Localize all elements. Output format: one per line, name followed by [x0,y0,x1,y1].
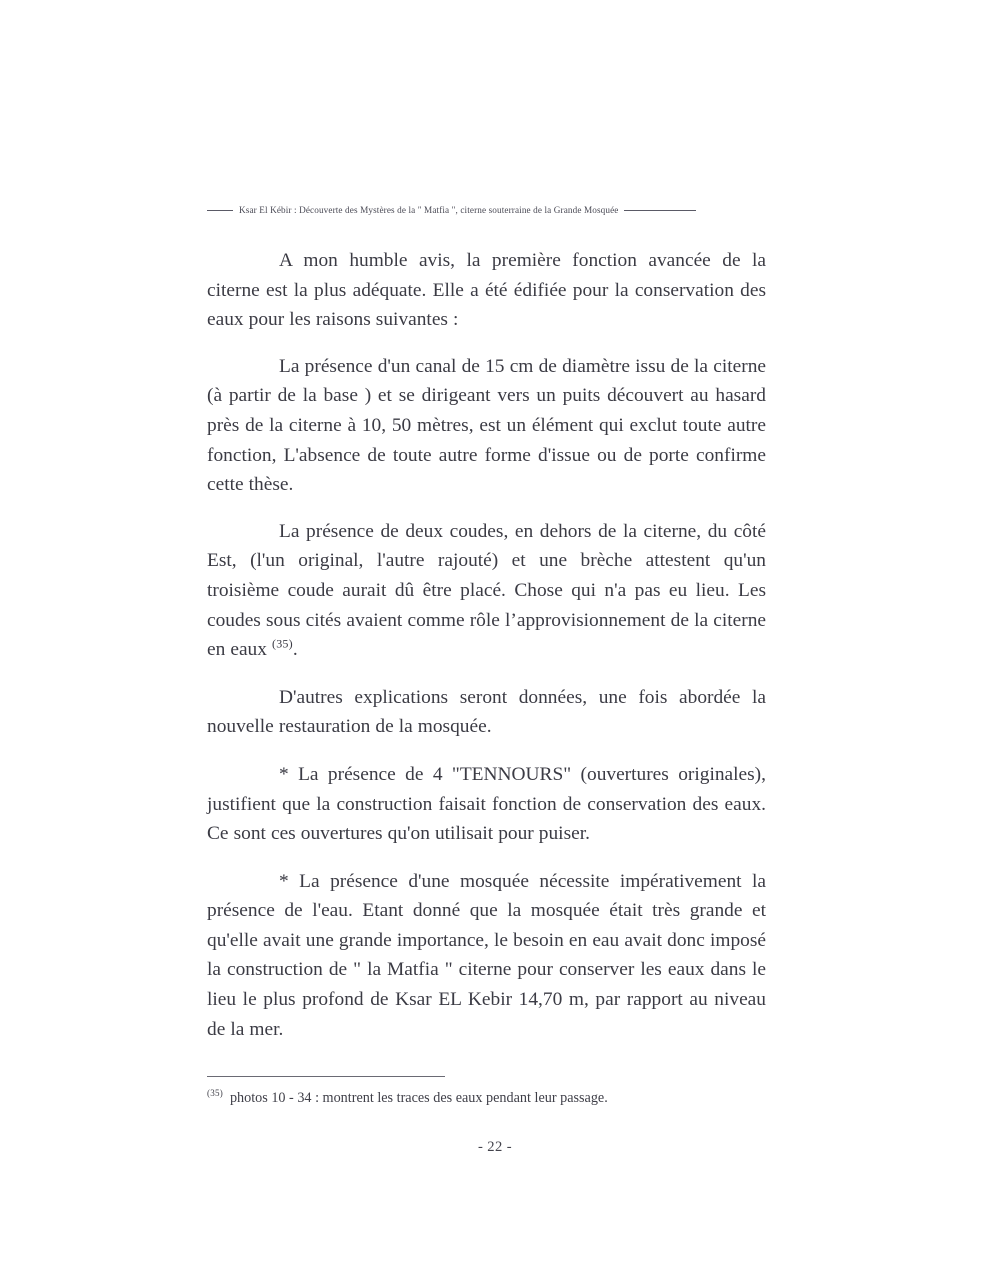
header-rule-right [624,210,696,211]
footnote-reference-35: (35) [272,636,293,651]
paragraph-3-trailing-punctuation: . [292,639,298,661]
paragraph-3-main-text: La présence de deux coudes, en dehors de la citerne, du côté Est, (l'un original, l'autre rajouté) et une brèche attestent qu'un troisième coude aurait dû être placé. Chose qui n'a pas eu lieu. Les coudes sous cités avaient comme rôle l’approvisionnement de la citerne en eaux [207,520,766,661]
page-number: - 22 - [477,1139,512,1155]
footnote-block [207,1076,766,1108]
header-rule-left [207,210,233,211]
footnote-entry [207,1089,766,1108]
paragraph-2: La présence d'un canal de 15 cm de diamètre issu de la citerne (à partir de la base ) et se dirigeant vers un puits découvert au hasard près de la citerne à 10, 50 mètres, est un élément qui exclut toute autre fonction, L'absence de toute autre forme d'issue ou de porte confirme cette thèse. [207,355,766,496]
body-text-column [207,246,766,1044]
footnote-text: photos 10 - 34 : montrent les traces des eaux pendant leur passage. [229,1090,608,1106]
footnote-separator-rule [207,1076,445,1077]
paragraph-4: D'autres explications seront données, une fois abordée la nouvelle restauration de la mosquée. [207,686,766,738]
paragraph-6-bullet-mosquee: * La présence d'une mosquée nécessite impérativement la présence de l'eau. Etant donné que la mosquée était très grande et qu'elle avait une grande importance, le besoin en eau avait donc imposé la construction de " la Matfia " citerne pour conserver les eaux dans le lieu le plus profond de Ksar EL Kebir 14,70 m, par rapport au niveau de la mer. [207,870,766,1040]
running-header-text: Ksar El Kébir : Découverte des Mystères de la " Matfia ", citerne souterraine de la Grande Mosquée [239,205,619,215]
running-header [207,205,790,215]
paragraph-1: A mon humble avis, la première fonction avancée de la citerne est la plus adéquate. Elle a été édifiée pour la conservation des eaux pour les raisons suivantes : [207,250,766,331]
paragraph-3 [207,517,766,665]
paragraph-5-bullet-tennours: * La présence de 4 "TENNOURS" (ouvertures originales), justifient que la construction faisait fonction de conservation des eaux. Ce sont ces ouvertures qu'on utilisait pour puiser. [207,763,766,845]
footnote-marker-35: (35) [207,1088,223,1099]
